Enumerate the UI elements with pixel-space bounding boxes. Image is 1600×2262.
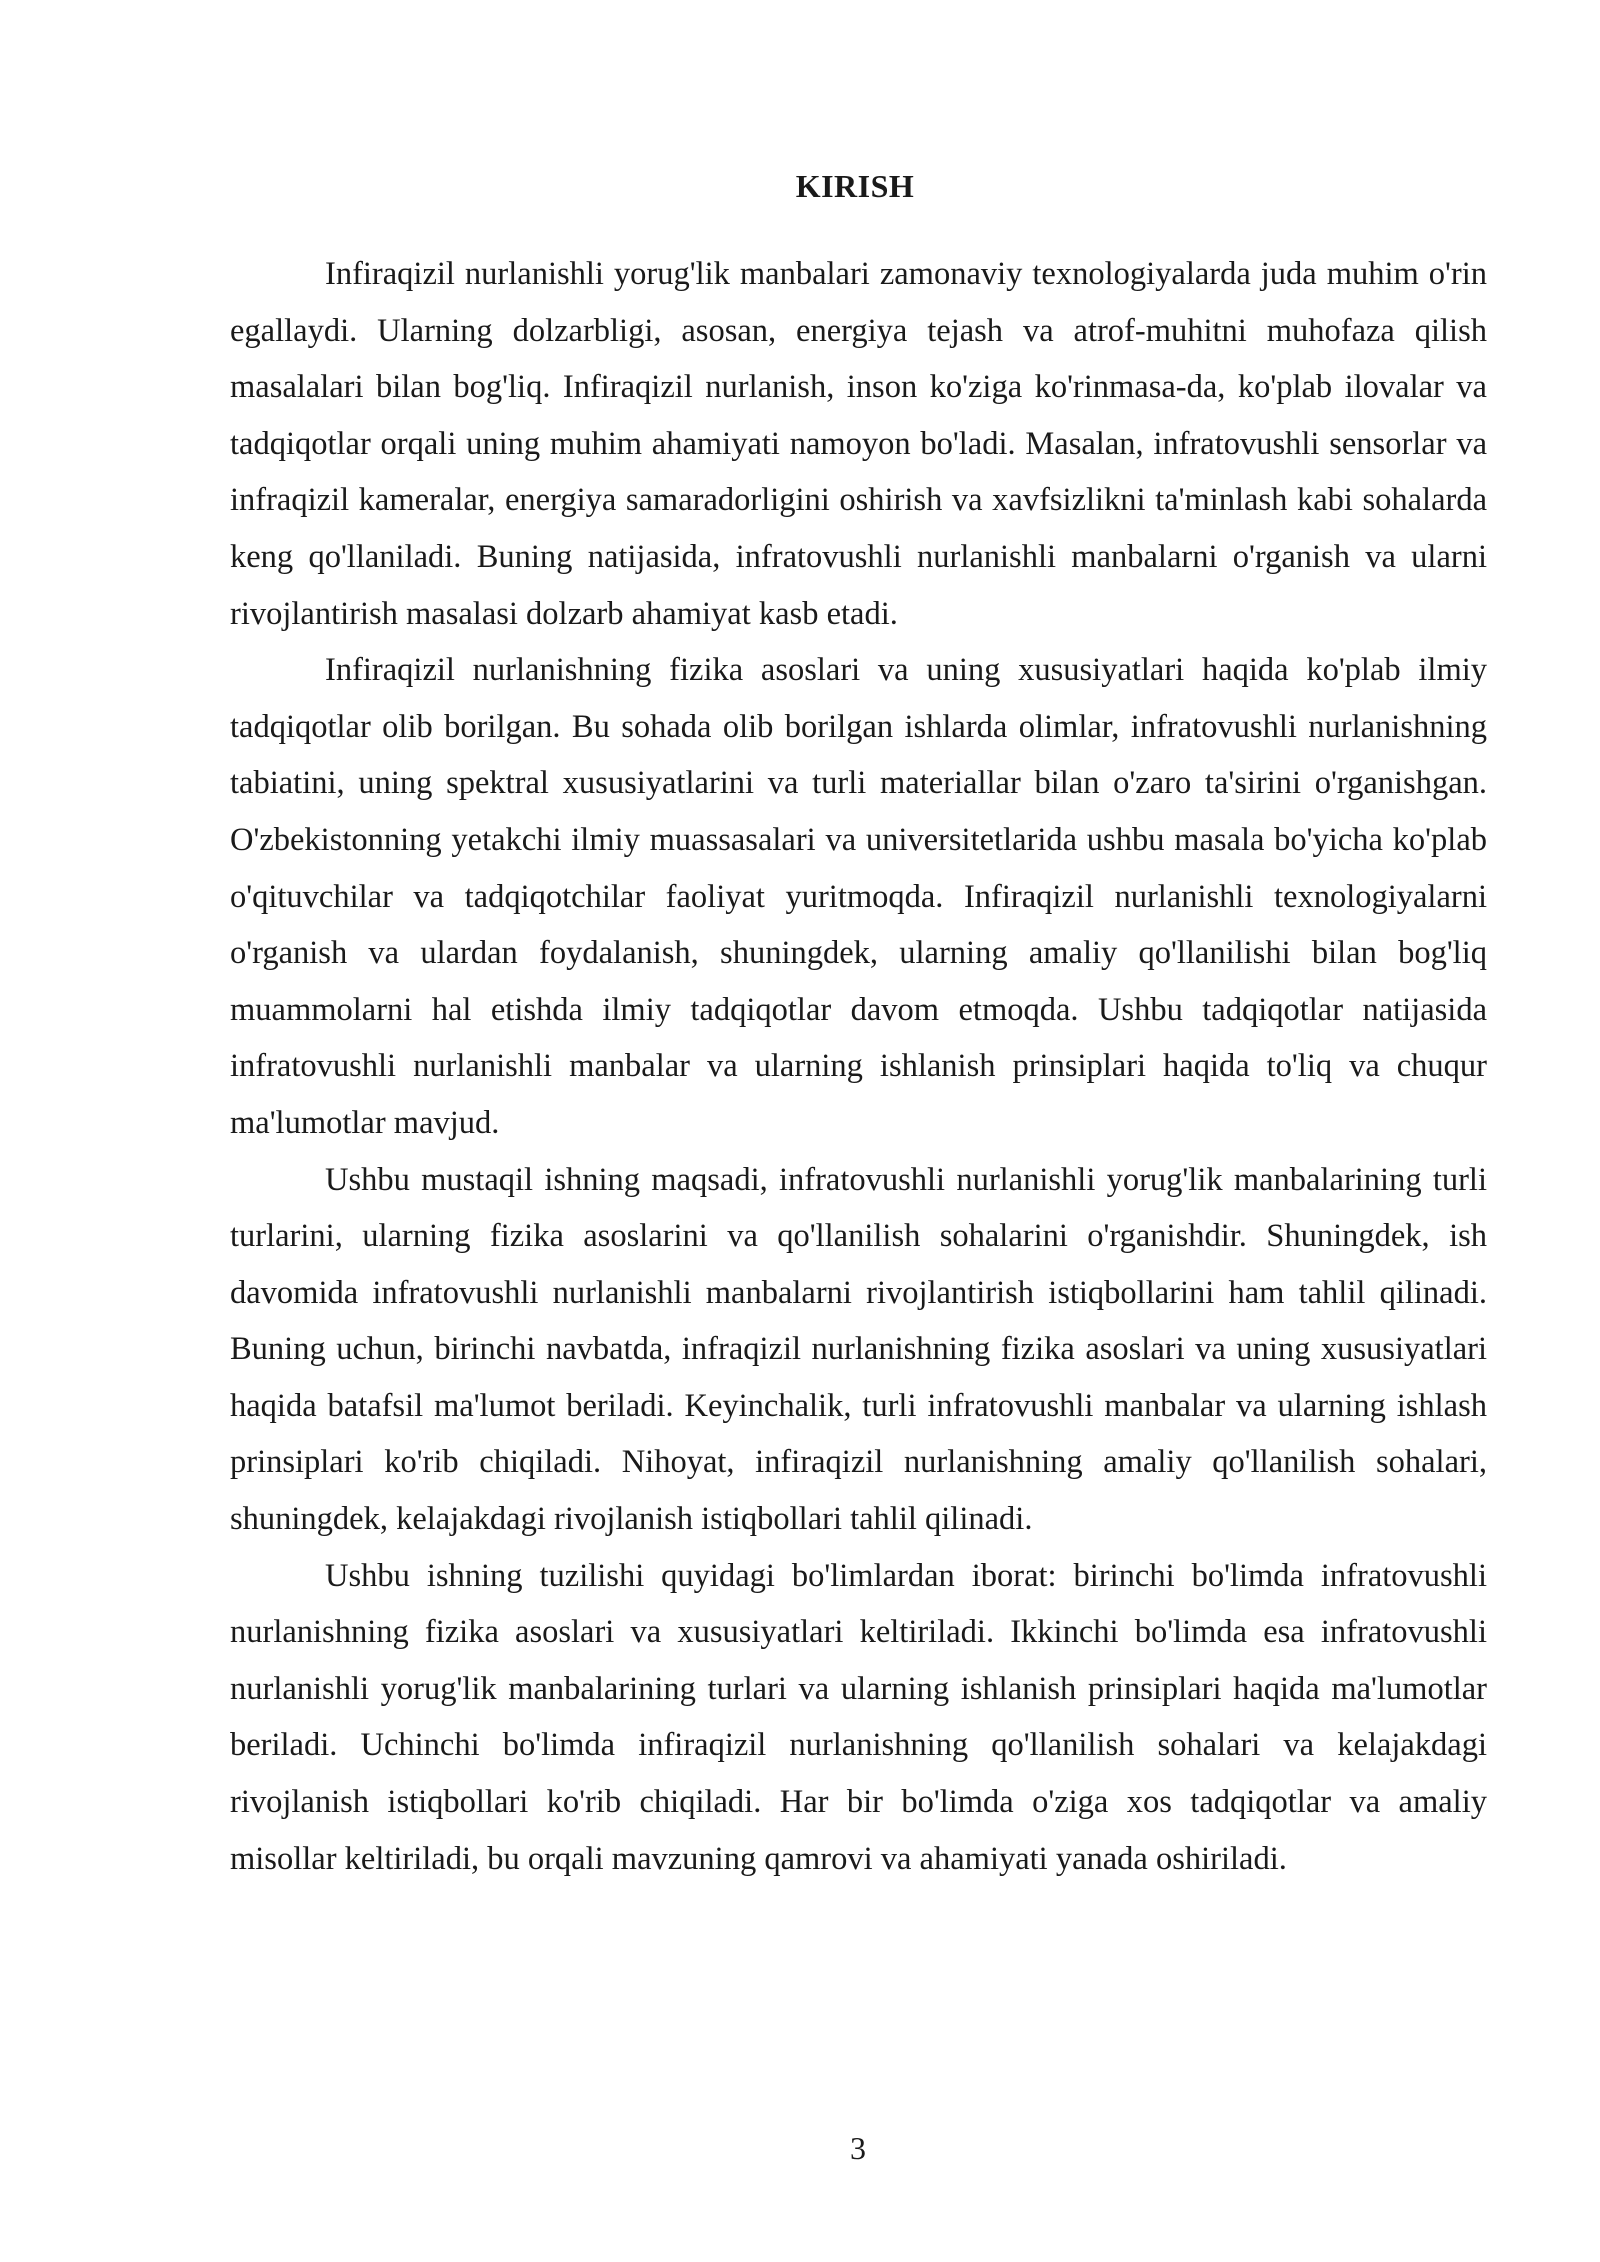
body-text [230,246,1487,1887]
page-number: 3 [850,2130,866,2166]
section-title: KIRISH [795,168,915,204]
paragraph: Ushbu ishning tuzilishi quyidagi bo'limlardan iborat: birinchi bo'limda infratovushli nurlanishning fizika asoslari va xususiyatlari keltiriladi. Ikkinchi bo'limda esa infratovushli nurlanishli yorug'lik manbalarining turlari va ularning ishlanish prinsiplari haqida ma'lumotlar beriladi. Uchinchi bo'limda infiraqizil nurlanishning qo'llanilish sohalari va kelajakdagi rivojlanish istiqbollari ko'rib chiqiladi. Har bir bo'limda o'ziga xos tadqiqotlar va amaliy misollar keltiriladi, bu orqali mavzuning qamrovi va ahamiyati yanada oshiriladi. [230,1557,1487,1877]
paragraph: Infiraqizil nurlanishning fizika asoslari va uning xususiyatlari haqida ko'plab ilmiy tadqiqotlar olib borilgan. Bu sohada olib borilgan ishlarda olimlar, infratovushli nurlanishning tabiatini, uning spektral xususiyatlarini va turli materiallar bilan o'zaro ta'sirini o'rganishgan. O'zbekistonning yetakchi ilmiy muassasalari va universitetlarida ushbu masala bo'yicha ko'plab o'qituvchilar va tadqiqotchilar faoliyat yuritmoqda. Infiraqizil nurlanishli texnologiyalarni o'rganish va ulardan foydalanish, shuningdek, ularning amaliy qo'llanilishi bilan bog'liq muammolarni hal etishda ilmiy tadqiqotlar davom etmoqda. Ushbu tadqiqotlar natijasida infratovushli nurlanishli manbalar va ularning ishlanish prinsiplari haqida to'liq va chuqur ma'lumotlar mavjud. [230,652,1487,1141]
paragraph: Ushbu mustaqil ishning maqsadi, infratovushli nurlanishli yorug'lik manbalarining turli turlarini, ularning fizika asoslarini va qo'llanilish sohalarini o'rganishdir. Shuningdek, ish davomida infratovushli nurlanishli manbalarni rivojlantirish istiqbollarini ham tahlil qilinadi. Buning uchun, birinchi navbatda, infraqizil nurlanishning fizika asoslari va uning xususiyatlari haqida batafsil ma'lumot beriladi. Keyinchalik, turli infratovushli manbalar va ularning ishlash prinsiplari ko'rib chiqiladi. Nihoyat, infiraqizil nurlanishning amaliy qo'llanilish sohalari, shuningdek, kelajakdagi rivojlanish istiqbollari tahlil qilinadi. [230,1161,1487,1538]
paragraph: Infiraqizil nurlanishli yorug'lik manbalari zamonaviy texnologiyalarda juda muhim o'rin egallaydi. Ularning dolzarbligi, asosan, energiya tejash va atrof-muhitni muhofaza qilish masalalari bilan bog'liq. Infiraqizil nurlanish, inson ko'ziga ko'rinmasa-da, ko'plab ilovalar va tadqiqotlar orqali uning muhim ahamiyati namoyon bo'ladi. Masalan, infratovushli sensorlar va infraqizil kameralar, energiya samaradorligini oshirish va xavfsizlikni ta'minlash kabi sohalarda keng qo'llaniladi. Buning natijasida, infratovushli nurlanishli manbalarni o'rganish va ularni rivojlantirish masalasi dolzarb ahamiyat kasb etadi. [230,256,1487,632]
